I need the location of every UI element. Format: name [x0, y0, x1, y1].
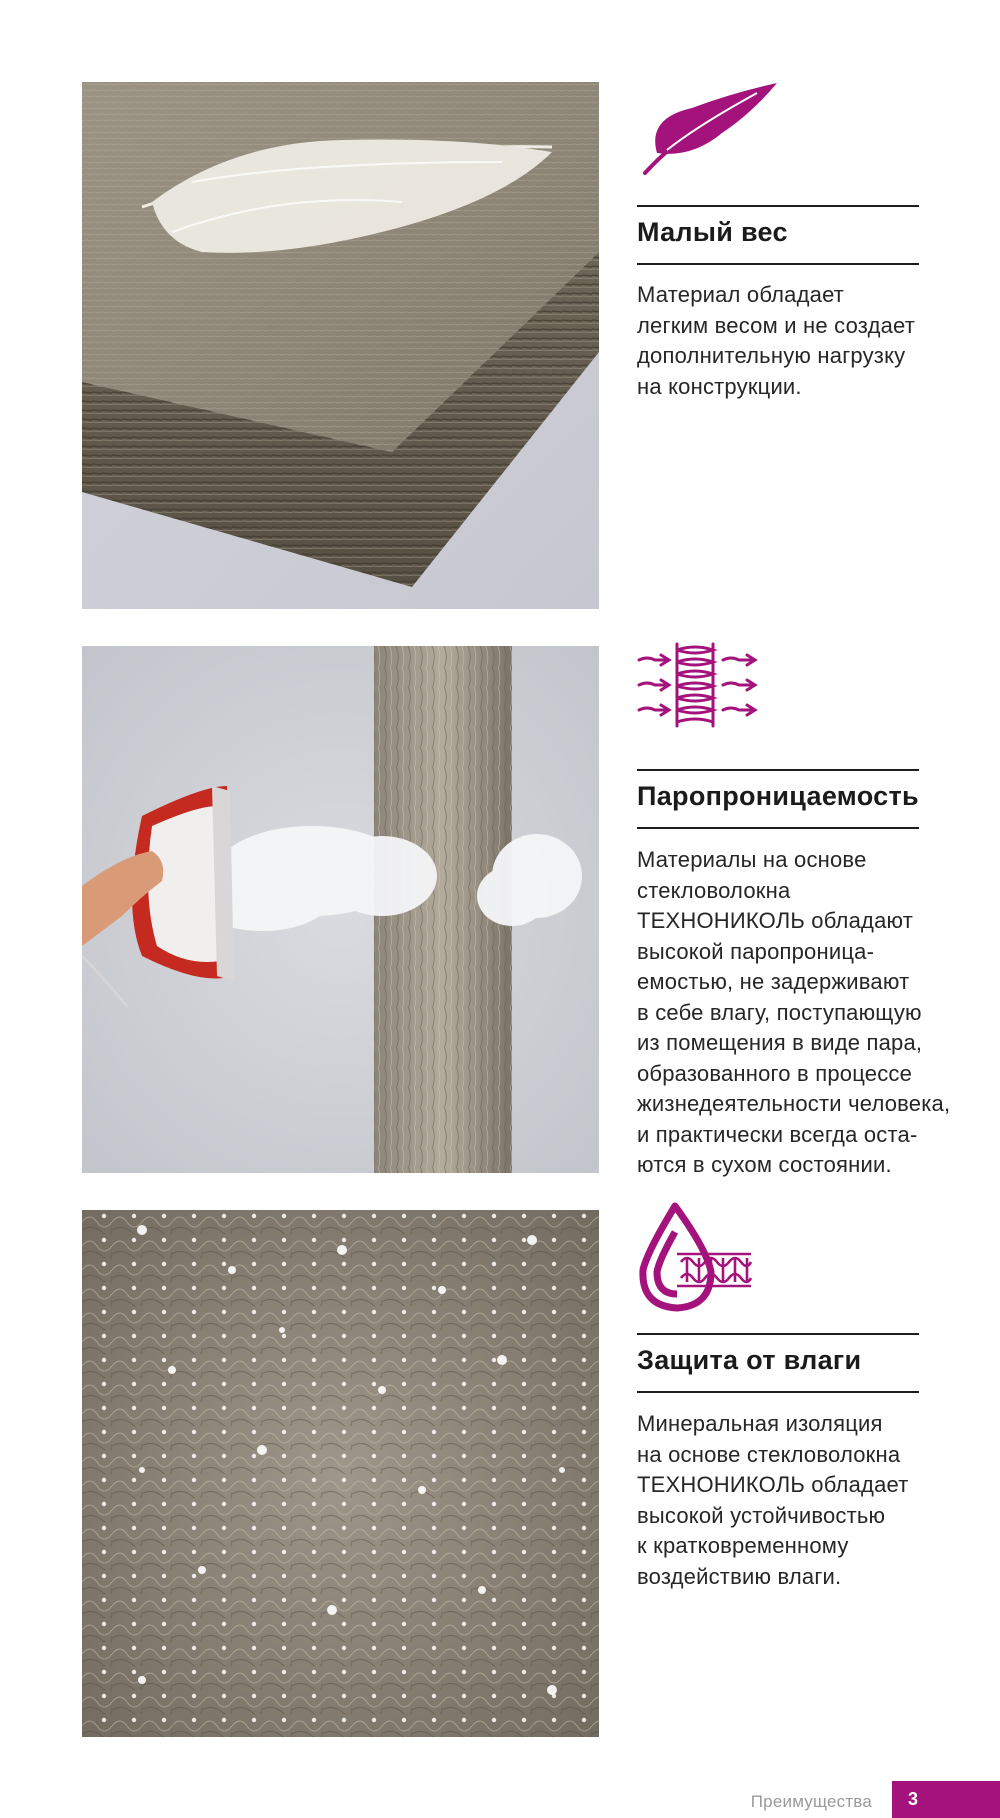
body-line: дополнительную нагрузку: [637, 343, 906, 368]
body-line: и практически всегда оста-: [637, 1121, 918, 1147]
page-number-badge: [892, 1781, 1000, 1818]
body-line: ТЕХНОНИКОЛЬ обладают: [637, 908, 913, 933]
section-heading: Защита от влаги: [637, 1345, 862, 1375]
feature-light-weight: [637, 70, 919, 410]
body-line: воздействию влаги.: [637, 1563, 842, 1589]
body-line: стекловолокна: [637, 877, 791, 903]
section-rule-bottom: [637, 827, 919, 829]
insulation-slab-feather-photo: [82, 82, 599, 609]
body-line: к кратковременному: [637, 1533, 849, 1558]
section-body: [637, 280, 982, 402]
body-line: Материалы на основе: [637, 847, 867, 872]
body-line: емостью, не задерживают: [637, 969, 910, 994]
vapor-permeability-icon: [637, 642, 767, 728]
body-line: из помещения в виде пара,: [637, 1030, 923, 1055]
body-line: образованного в процессе: [637, 1060, 913, 1086]
water-drop-insulation-icon: [637, 1202, 757, 1314]
section-heading: Паропроницаемость: [637, 781, 919, 811]
footer-section-label: Преимущества: [750, 1792, 872, 1811]
section-rule-top: [637, 1333, 919, 1335]
feature-vapor-permeability: [637, 636, 951, 1196]
body-line: легким весом и не создает: [637, 312, 916, 338]
section-rule-bottom: [637, 1391, 919, 1393]
page-number: 3: [908, 1789, 919, 1809]
section-rule-bottom: [637, 263, 919, 265]
wet-glass-wool-closeup-photo: [82, 1210, 599, 1737]
body-line: в себе влагу, поступающую: [637, 999, 922, 1025]
body-line: ются в сухом состоянии.: [637, 1152, 892, 1177]
body-line: Минеральная изоляция: [637, 1411, 883, 1436]
section-body: [637, 1409, 982, 1592]
section-heading: Малый вес: [637, 217, 788, 247]
section-rule-top: [637, 205, 919, 207]
body-line: Материал обладает: [637, 282, 845, 307]
body-line: ТЕХНОНИКОЛЬ обладает: [637, 1472, 909, 1497]
steam-iron-insulation-photo: [82, 646, 599, 1173]
body-line: на конструкции.: [637, 373, 802, 399]
body-line: жизнедеятельности человека,: [637, 1091, 951, 1116]
body-line: высокой паропроница-: [637, 938, 875, 964]
section-body: [637, 845, 982, 1181]
feather-icon: [637, 78, 787, 178]
section-rule-top: [637, 769, 919, 771]
body-line: на основе стекловолокна: [637, 1441, 901, 1467]
feature-moisture-protection: [637, 1196, 919, 1616]
body-line: высокой устойчивостью: [637, 1502, 886, 1528]
